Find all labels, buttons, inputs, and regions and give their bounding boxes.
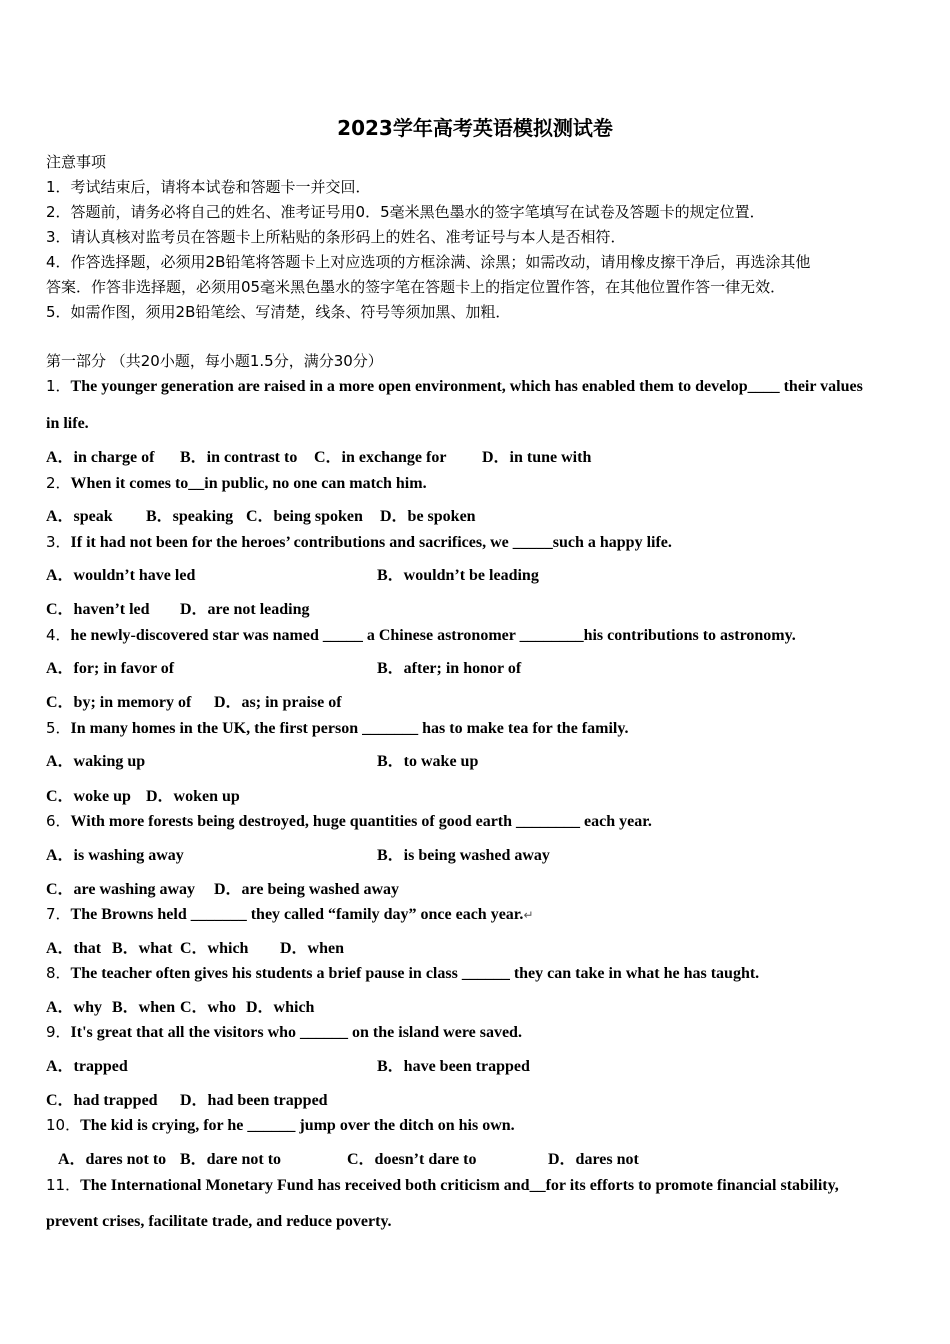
question-number: 1． <box>46 377 71 395</box>
question-text: The kid is crying, for he ______ jump over the ditch on his own. <box>80 1117 515 1134</box>
option-b[interactable]: B．to wake up <box>377 753 479 770</box>
option-d[interactable]: D．as; in praise of <box>214 694 342 711</box>
note-item: 4．作答选择题，必须用2B铅笔将答题卡上对应选项的方框涂满、涂黑；如需改动，请用橡皮擦干净后，再选涂其他 <box>46 253 811 271</box>
option-b[interactable]: B．have been trapped <box>377 1058 530 1075</box>
question-number: 5． <box>46 719 71 737</box>
option-a[interactable]: A．that <box>46 940 102 957</box>
notes-heading: 注意事项 <box>46 153 107 171</box>
option-a[interactable]: A．why <box>46 999 103 1016</box>
note-item: 3．请认真核对监考员在答题卡上所粘贴的条形码上的姓名、准考证号与本人是否相符． <box>46 228 626 246</box>
option-c[interactable]: C．who <box>180 999 237 1016</box>
option-b[interactable]: B．what <box>112 940 173 957</box>
note-item: 1．考试结束后，请将本试卷和答题卡一并交回． <box>46 178 371 196</box>
question-1-continued <box>46 412 906 436</box>
option-a[interactable]: A．is washing away <box>46 847 184 864</box>
option-d[interactable]: D．had been trapped <box>180 1092 328 1109</box>
note-item: 2．答题前，请务必将自己的姓名、准考证号用0．5毫米黑色墨水的签字笔填写在试卷及答题卡的规定位置． <box>46 203 765 221</box>
question-1 <box>46 374 906 399</box>
option-d[interactable]: D．woken up <box>146 788 240 805</box>
question-number: 11． <box>46 1176 81 1194</box>
option-b[interactable]: B．when <box>112 999 176 1016</box>
notes-block <box>46 150 906 325</box>
option-b[interactable]: B．in contrast to <box>180 449 298 466</box>
question-text: The International Monetary Fund has received both criticism and__for its efforts to promote financial stability, <box>80 1177 839 1194</box>
return-mark-icon: ↵ <box>523 908 534 922</box>
option-d[interactable]: D．are being washed away <box>214 881 400 898</box>
option-c[interactable]: C．in exchange for <box>314 449 447 466</box>
option-b[interactable]: B．wouldn’t be leading <box>377 567 539 584</box>
page-title: 2023学年高考英语模拟测试卷 <box>337 116 613 140</box>
question-number: 2． <box>46 474 71 492</box>
option-d[interactable]: D．in tune with <box>482 449 592 466</box>
option-a[interactable]: A．speak <box>46 508 113 525</box>
option-c[interactable]: C．being spoken <box>246 508 363 525</box>
question-number: 10． <box>46 1116 81 1134</box>
option-a[interactable]: A．in charge of <box>46 449 155 466</box>
option-d[interactable]: D．are not leading <box>180 601 310 618</box>
question-text: It's great that all the visitors who ______ on the island were saved. <box>70 1024 522 1041</box>
question-text: The Browns held _______ they called “family day” once each year. <box>70 906 524 923</box>
option-c[interactable]: C．are washing away <box>46 881 196 898</box>
option-b[interactable]: B．after; in honor of <box>377 660 522 677</box>
question-number: 4． <box>46 626 71 644</box>
option-a[interactable]: A．trapped <box>46 1058 128 1075</box>
question-number: 8． <box>46 964 71 982</box>
question-3 <box>46 530 906 555</box>
question-text: With more forests being destroyed, huge quantities of good earth ________ each year. <box>70 813 652 830</box>
question-text: When it comes to__in public, no one can match him. <box>70 475 427 492</box>
question-11-continued <box>46 1210 906 1234</box>
question-2 <box>46 471 906 496</box>
option-c[interactable]: C．woke up <box>46 788 131 805</box>
question-number: 9． <box>46 1023 71 1041</box>
question-8 <box>46 961 906 986</box>
question-4 <box>46 623 906 648</box>
option-b[interactable]: B．dare not to <box>180 1151 282 1168</box>
question-number: 3． <box>46 533 71 551</box>
option-c[interactable]: C．which <box>180 940 249 957</box>
question-9 <box>46 1020 906 1045</box>
section-heading: 第一部分 （共20小题，每小题1.5分，满分30分） <box>46 352 383 370</box>
question-text: The teacher often gives his students a brief pause in class ______ they can take in what he has taught. <box>70 965 760 982</box>
option-c[interactable]: C．haven’t led <box>46 601 150 618</box>
question-text: prevent crises, facilitate trade, and reduce poverty. <box>46 1213 392 1230</box>
option-a[interactable]: A．wouldn’t have led <box>46 567 196 584</box>
option-c[interactable]: C．had trapped <box>46 1092 158 1109</box>
question-text: in life. <box>46 415 89 432</box>
note-item: 答案．作答非选择题，必须用05毫米黑色墨水的签字笔在答题卡上的指定位置作答，在其他位置作答一律无效． <box>46 278 786 296</box>
question-text: The younger generation are raised in a more open environment, which has enabled them to develop____ their values <box>70 378 863 395</box>
question-11 <box>46 1173 906 1198</box>
option-d[interactable]: D．when <box>280 940 345 957</box>
question-text: he newly-discovered star was named _____ a Chinese astronomer ________his contributions to astronomy. <box>70 627 796 644</box>
note-item: 5．如需作图，须用2B铅笔绘、写清楚，线条、符号等须加黑、加粗． <box>46 303 511 321</box>
option-a[interactable]: A．for; in favor of <box>46 660 175 677</box>
option-d[interactable]: D．dares not <box>548 1151 639 1168</box>
option-c[interactable]: C．by; in memory of <box>46 694 192 711</box>
question-number: 7． <box>46 905 71 923</box>
option-a[interactable]: A．dares not to <box>58 1151 167 1168</box>
question-7 <box>46 902 906 927</box>
question-number: 6． <box>46 812 71 830</box>
option-b[interactable]: B．speaking <box>146 508 234 525</box>
option-d[interactable]: D．be spoken <box>380 508 476 525</box>
question-6 <box>46 809 906 834</box>
question-text: If it had not been for the heroes’ contributions and sacrifices, we _____such a happy life. <box>70 534 672 551</box>
question-5 <box>46 716 906 741</box>
option-c[interactable]: C．doesn’t dare to <box>347 1151 477 1168</box>
option-d[interactable]: D．which <box>246 999 315 1016</box>
option-b[interactable]: B．is being washed away <box>377 847 550 864</box>
option-a[interactable]: A．waking up <box>46 753 146 770</box>
question-text: In many homes in the UK, the first person _______ has to make tea for the family. <box>70 720 629 737</box>
question-10 <box>46 1113 906 1138</box>
